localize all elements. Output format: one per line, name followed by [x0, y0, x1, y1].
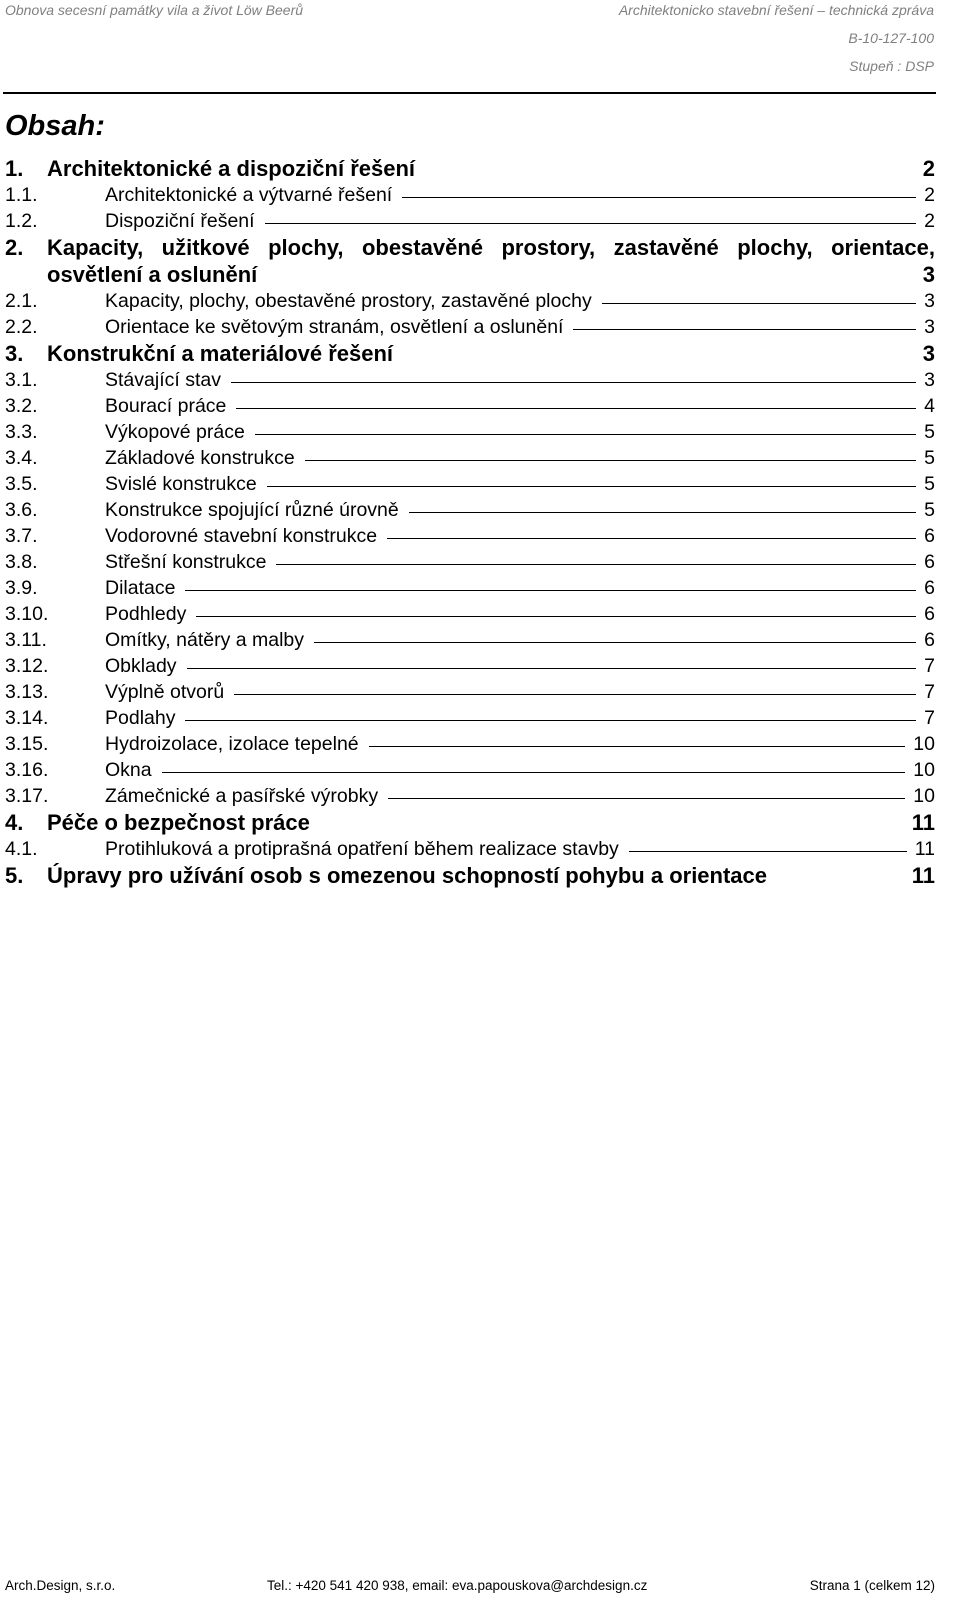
toc-leader — [231, 382, 916, 383]
toc-entry-label: Hydroizolace, izolace tepelné — [105, 733, 359, 755]
toc-entry-page: 11 — [911, 863, 935, 888]
toc-leader — [573, 329, 916, 330]
toc-leader — [276, 564, 916, 565]
toc-entry[interactable] — [5, 575, 935, 601]
toc-leader — [187, 668, 917, 669]
toc-entry-page: 7 — [924, 681, 935, 703]
toc-entry-number: 3. — [5, 341, 24, 366]
toc-leader — [185, 590, 916, 591]
header-stage: Stupeň : DSP — [849, 58, 934, 74]
toc-entry[interactable] — [5, 862, 935, 889]
toc-entry-number: 1. — [5, 156, 24, 181]
toc-entry-number: 3.10. — [5, 603, 49, 625]
toc-entry-label: Omítky, nátěry a malby — [105, 629, 305, 651]
toc-leader — [162, 772, 906, 773]
toc-entry-label: Podhledy — [105, 603, 187, 625]
toc-entry-number: 3.11. — [5, 629, 47, 651]
toc-entry-page: 5 — [924, 421, 935, 443]
toc-entry[interactable] — [5, 182, 935, 208]
toc-entry-page: 6 — [924, 629, 935, 651]
toc-entry[interactable] — [5, 705, 935, 731]
toc-entry[interactable] — [5, 393, 935, 419]
toc-entry-label: Podlahy — [105, 707, 176, 729]
toc-entry[interactable] — [5, 155, 935, 182]
toc-entry-label: Péče o bezpečnost práce — [47, 810, 310, 835]
toc-entry-number: 4.1. — [5, 838, 38, 860]
toc-entry-page: 3 — [924, 290, 935, 312]
toc-entry-number: 3.1. — [5, 369, 38, 391]
toc-entry-page: 10 — [913, 785, 935, 807]
toc-leader — [265, 223, 917, 224]
toc-entry-page: 5 — [924, 499, 935, 521]
toc-entry-number: 3.8. — [5, 551, 38, 573]
toc-entry-page: 6 — [924, 577, 935, 599]
toc-entry-number: 2.2. — [5, 316, 38, 338]
toc-entry-number: 4. — [5, 810, 24, 835]
toc-entry-page: 3 — [924, 316, 935, 338]
toc-entry[interactable] — [5, 653, 935, 679]
toc-leader — [234, 694, 916, 695]
toc-entry-page: 11 — [914, 838, 935, 860]
toc-entry[interactable] — [5, 809, 935, 836]
toc-entry[interactable] — [5, 419, 935, 445]
toc-leader — [388, 798, 905, 799]
toc-entry-page: 6 — [924, 603, 935, 625]
header-doc-code: B-10-127-100 — [848, 30, 934, 46]
toc-entry[interactable] — [5, 471, 935, 497]
toc-leader — [255, 434, 916, 435]
toc-leader — [387, 538, 916, 539]
toc-leader — [236, 408, 916, 409]
toc-entry[interactable] — [5, 549, 935, 575]
toc-entry-number: 3.14. — [5, 707, 49, 729]
footer-company: Arch.Design, s.r.o. — [5, 1578, 116, 1593]
toc-entry-number: 1.1. — [5, 184, 38, 206]
toc-leader — [409, 512, 916, 513]
toc-entry-label: Konstrukce spojující různé úrovně — [105, 499, 399, 521]
toc-leader — [602, 303, 916, 304]
toc-entry-label: Úpravy pro užívání osob s omezenou schopností pohybu a orientace — [47, 863, 768, 888]
footer-page-info: Strana 1 (celkem 12) — [809, 1578, 935, 1593]
toc-entry-label: Dispoziční řešení — [105, 210, 255, 232]
toc-entry[interactable] — [5, 445, 935, 471]
header-left-title: Obnova secesní památky vila a život Löw Beerů — [5, 2, 304, 18]
toc-leader — [305, 460, 916, 461]
toc-entry-page: 2 — [924, 210, 935, 232]
toc-leader — [185, 720, 916, 721]
toc-entry[interactable] — [5, 757, 935, 783]
toc-entry-label: Protihluková a protiprašná opatření během realizace stavby — [105, 838, 619, 860]
toc-entry-label: Stávající stav — [105, 369, 221, 391]
toc-entry[interactable] — [5, 783, 935, 809]
toc-entry-page: 2 — [922, 156, 935, 181]
toc-entry[interactable] — [5, 314, 935, 340]
toc-entry-label: Orientace ke světovým stranám, osvětlení a oslunění — [105, 316, 564, 338]
toc-entry-page: 10 — [913, 759, 935, 781]
toc-entry-number: 3.3. — [5, 421, 38, 443]
footer-contact: Tel.: +420 541 420 938, email: eva.papouskova@archdesign.cz — [267, 1578, 648, 1593]
toc-entry-label: Zámečnické a pasířské výrobky — [105, 785, 379, 807]
toc-entry-number: 3.16. — [5, 759, 49, 781]
toc-entry[interactable] — [5, 288, 935, 314]
toc-entry[interactable] — [5, 601, 935, 627]
toc-entry-page: 5 — [924, 447, 935, 469]
toc-leader — [196, 616, 916, 617]
toc-entry-label: Svislé konstrukce — [105, 473, 257, 495]
toc-entry-number: 3.5. — [5, 473, 38, 495]
toc-entry-label: Bourací práce — [105, 395, 227, 417]
toc-entry-page: 3 — [922, 341, 935, 366]
toc-entry-page: 4 — [924, 395, 935, 417]
toc-entry-page: 3 — [924, 369, 935, 391]
toc-entry-label: Kapacity, užitkové plochy, obestavěné prostory, zastavěné plochy, orientace, osvětlení a oslunění — [47, 235, 935, 287]
toc-entry-label: Výplně otvorů — [105, 681, 225, 703]
toc-entry-number: 3.7. — [5, 525, 38, 547]
toc-entry-number: 3.17. — [5, 785, 49, 807]
toc-entry-label: Okna — [105, 759, 152, 781]
toc-entry[interactable] — [5, 523, 935, 549]
toc-entry[interactable] — [5, 731, 935, 757]
toc-entry[interactable] — [5, 627, 935, 653]
toc-entry[interactable] — [5, 836, 935, 862]
toc-entry-number: 3.4. — [5, 447, 38, 469]
toc-entry-number: 3.15. — [5, 733, 49, 755]
toc-entry-label: Architektonické a dispoziční řešení — [47, 156, 416, 181]
toc-entry-page: 10 — [913, 733, 935, 755]
toc-entry-label: Vodorovné stavební konstrukce — [105, 525, 378, 547]
toc-entry-label: Střešní konstrukce — [105, 551, 267, 573]
toc-entry-page: 7 — [924, 707, 935, 729]
toc-entry-number: 3.13. — [5, 681, 49, 703]
toc-entry-number: 5. — [5, 863, 24, 888]
toc-leader — [402, 197, 916, 198]
toc-entry-page: 6 — [924, 551, 935, 573]
toc-entry-label: Obklady — [105, 655, 177, 677]
toc-entry-number: 3.9. — [5, 577, 38, 599]
toc-entry-page: 3 — [922, 262, 935, 287]
toc-entry-label: Architektonické a výtvarné řešení — [105, 184, 393, 206]
table-of-contents — [5, 155, 935, 889]
toc-entry[interactable] — [5, 208, 935, 234]
header-rule — [3, 92, 936, 94]
toc-leader — [314, 642, 916, 643]
toc-entry[interactable] — [5, 340, 935, 367]
toc-title: Obsah: — [5, 110, 105, 142]
toc-entry[interactable] — [5, 367, 935, 393]
toc-entry-label: Výkopové práce — [105, 421, 245, 443]
toc-entry-number: 1.2. — [5, 210, 38, 232]
toc-entry-number: 3.12. — [5, 655, 49, 677]
toc-leader — [629, 851, 907, 852]
toc-entry-page: 5 — [924, 473, 935, 495]
toc-entry-page: 6 — [924, 525, 935, 547]
toc-entry-label: Základové konstrukce — [105, 447, 295, 469]
toc-entry[interactable] — [5, 234, 935, 288]
header-right-title: Architektonicko stavební řešení – technická zpráva — [618, 2, 934, 18]
toc-entry-page: 7 — [924, 655, 935, 677]
toc-entry-number: 2.1. — [5, 290, 38, 312]
toc-entry-page: 11 — [911, 810, 935, 835]
toc-leader — [267, 486, 916, 487]
toc-entry-label: Dilatace — [105, 577, 176, 599]
toc-entry-number: 3.2. — [5, 395, 38, 417]
toc-entry-number: 3.6. — [5, 499, 38, 521]
toc-entry[interactable] — [5, 497, 935, 523]
toc-leader — [369, 746, 906, 747]
toc-entry-page: 2 — [924, 184, 935, 206]
toc-entry-label: Kapacity, plochy, obestavěné prostory, zastavěné plochy — [105, 290, 592, 312]
toc-entry-number: 2. — [5, 235, 24, 260]
toc-entry[interactable] — [5, 679, 935, 705]
toc-entry-label: Konstrukční a materiálové řešení — [47, 341, 394, 366]
